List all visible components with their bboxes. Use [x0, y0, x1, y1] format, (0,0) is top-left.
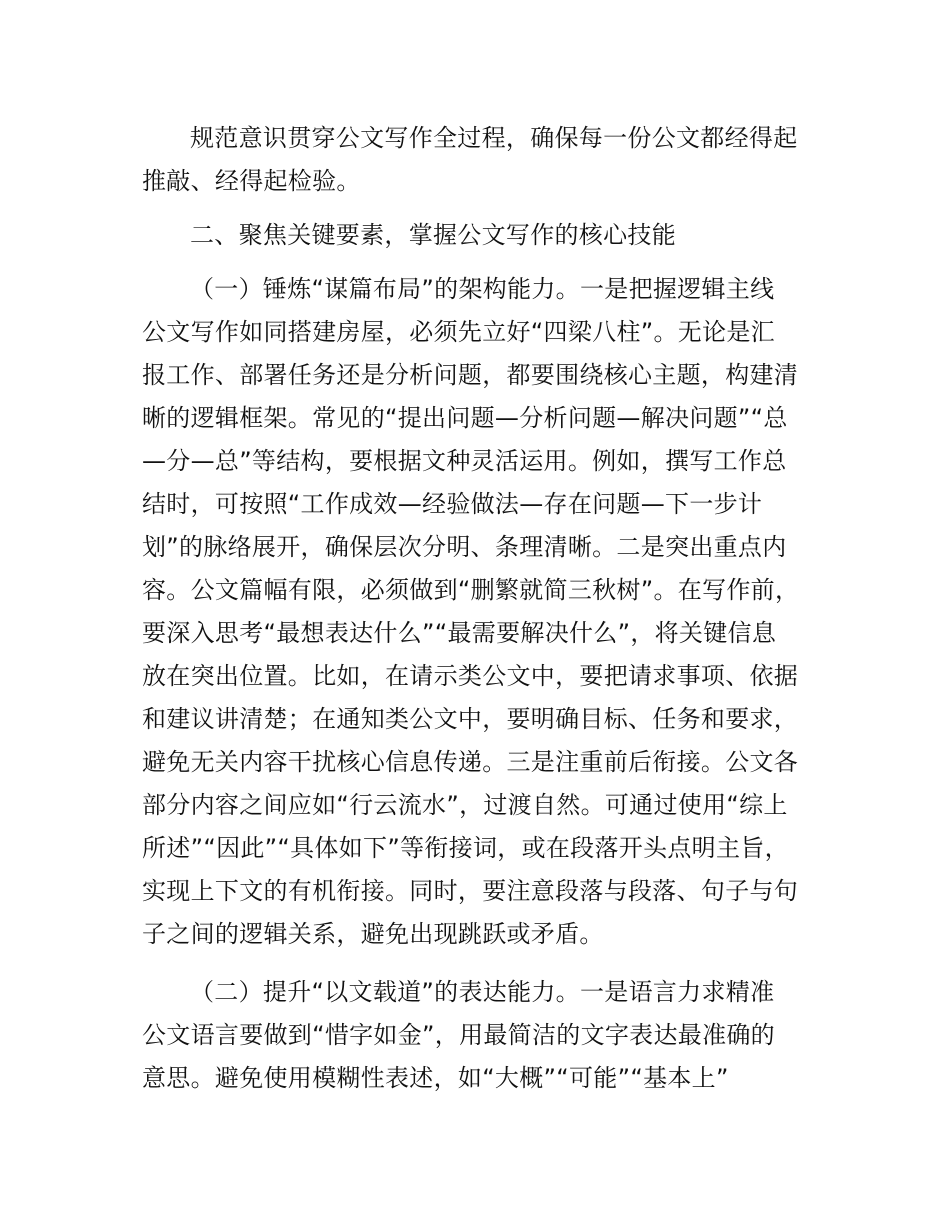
section-heading: 二、聚焦关键要素，掌握公文写作的核心技能: [190, 221, 676, 249]
text-line: 结时，可按照“工作成效—经验做法—存在问题—下一步计: [142, 490, 763, 518]
text-line: 子之间的逻辑关系，避免出现跳跃或矛盾。: [142, 920, 604, 948]
text-line: 规范意识贯穿公文写作全过程，确保每一份公文都经得起: [190, 124, 798, 152]
text-line: 所述”“因此”“具体如下”等衔接词，或在段落开头点明主旨，: [142, 834, 789, 862]
text-line: 报工作、部署任务还是分析问题，都要围绕核心主题，构建清: [142, 361, 799, 389]
text-line: 实现上下文的有机衔接。同时，要注意段落与段落、句子与句: [142, 877, 799, 905]
text-line: 晰的逻辑框架。常见的“提出问题—分析问题—解决问题”“总: [142, 404, 788, 432]
text-line: 容。公文篇幅有限，必须做到“删繁就简三秋树”。在写作前，: [142, 576, 800, 604]
text-line: 部分内容之间应如“行云流水”，过渡自然。可通过使用“综上: [142, 791, 788, 819]
text-line: 推敲、经得起检验。: [142, 167, 361, 195]
text-line: 避免无关内容干扰核心信息传递。三是注重前后衔接。公文各: [142, 748, 799, 776]
text-line: 公文写作如同搭建房屋，必须先立好“四梁八柱”。无论是汇: [142, 318, 775, 346]
text-line: 和建议讲清楚；在通知类公文中，要明确目标、任务和要求，: [142, 705, 799, 733]
subsection-heading: （一）锤炼“谋篇布局”的架构能力。一是把握逻辑主线: [190, 275, 775, 303]
text-line: 要深入思考“最想表达什么”“最需要解决什么”，将关键信息: [142, 619, 777, 647]
text-line: 划”的脉络展开，确保层次分明、条理清晰。二是突出重点内: [142, 533, 787, 561]
text-line: —分—总”等结构，要根据文种灵活运用。例如，撰写工作总: [142, 447, 787, 475]
subsection-heading: （二）提升“以文载道”的表达能力。一是语言力求精准: [190, 978, 775, 1006]
text-line: 放在突出位置。比如，在请示类公文中，要把请求事项、依据: [142, 662, 799, 690]
text-line: 公文语言要做到“惜字如金”，用最简洁的文字表达最准确的: [142, 1021, 775, 1049]
text-line: 意思。避免使用模糊性表述，如“大概”“可能”“基本上”: [142, 1064, 729, 1092]
